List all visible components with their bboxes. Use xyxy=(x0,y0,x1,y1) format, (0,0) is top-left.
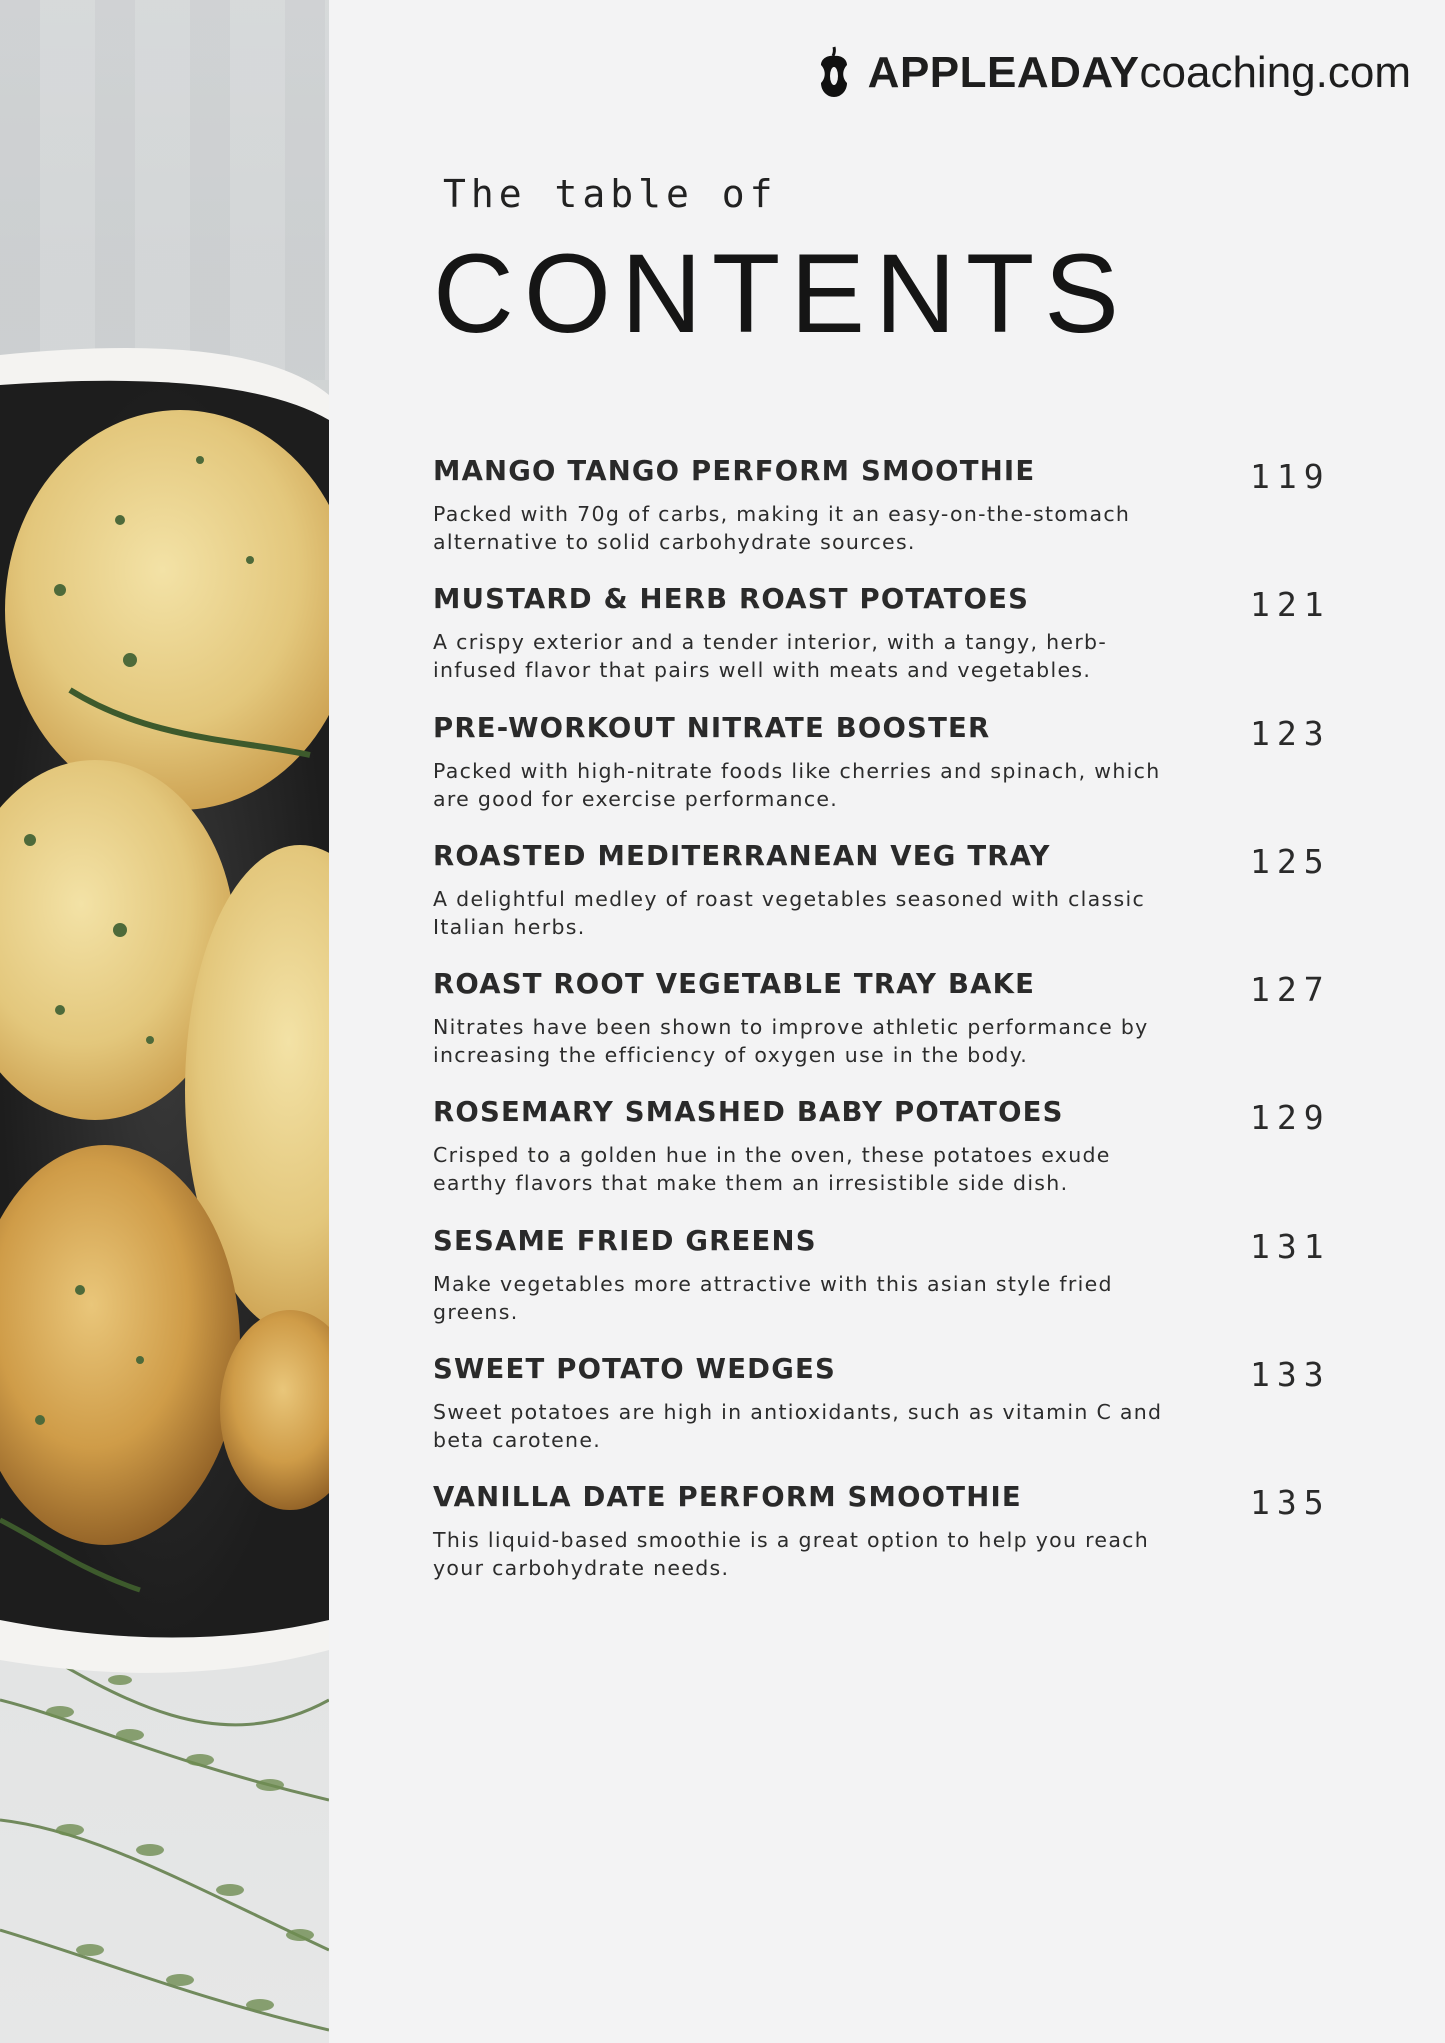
entry-title: SESAME FRIED GREENS xyxy=(433,1224,817,1257)
entry-description: Sweet potatoes are high in antioxidants, such as vitamin C and beta carotene. xyxy=(433,1400,1163,1453)
entry-page-number: 121 xyxy=(1250,585,1331,625)
toc-entry[interactable] xyxy=(433,710,1333,838)
entry-title: MUSTARD & HERB ROAST POTATOES xyxy=(433,583,1030,616)
entry-page-number: 127 xyxy=(1250,970,1331,1010)
entry-description: Packed with 70g of carbs, making it an easy-on-the-stomach alternative to solid carbohydrate sources. xyxy=(433,502,1131,554)
entry-title: MANGO TANGO PERFORM SMOOTHIE xyxy=(433,455,1036,487)
contents-list xyxy=(433,453,1333,1608)
entry-page-number: 131 xyxy=(1250,1226,1331,1266)
toc-entry[interactable] xyxy=(433,966,1333,1094)
entry-description: Nitrates have been shown to improve athletic performance by increasing the efficiency of oxygen use in the body. xyxy=(433,1015,1149,1068)
entry-title: VANILLA DATE PERFORM SMOOTHIE xyxy=(433,1481,1022,1514)
entry-description: Packed with high-nitrate foods like cherries and spinach, which are good for exercise performance. xyxy=(433,758,1161,811)
toc-entry[interactable] xyxy=(433,838,1333,966)
entry-page-number: 133 xyxy=(1250,1355,1331,1395)
roast-potatoes-photo xyxy=(0,0,329,2043)
entry-page-number: 129 xyxy=(1250,1098,1331,1138)
brand-name xyxy=(867,48,1411,97)
entry-page-number: 123 xyxy=(1250,713,1331,753)
entry-title: ROASTED MEDITERRANEAN VEG TRAY xyxy=(433,839,1051,872)
entry-page-number: 135 xyxy=(1250,1483,1331,1523)
entry-description: A delightful medley of roast vegetables seasoned with classic Italian herbs. xyxy=(433,886,1146,939)
toc-entry[interactable] xyxy=(433,1479,1333,1607)
toc-entry[interactable] xyxy=(433,1094,1333,1222)
entry-page-number: 119 xyxy=(1250,457,1331,496)
entry-title: ROAST ROOT VEGETABLE TRAY BAKE xyxy=(433,968,1036,1001)
toc-entry[interactable] xyxy=(433,453,1333,581)
toc-entry[interactable] xyxy=(433,1223,1333,1351)
entry-title: PRE-WORKOUT NITRATE BOOSTER xyxy=(433,711,991,744)
entry-title: ROSEMARY SMASHED BABY POTATOES xyxy=(433,1096,1064,1129)
entry-description: Make vegetables more attractive with this asian style fried greens. xyxy=(433,1271,1113,1324)
potato-bowl-illustration xyxy=(0,0,329,2043)
brand-name-rest: coaching.com xyxy=(1139,48,1411,97)
entry-page-number: 125 xyxy=(1250,841,1331,881)
toc-entry[interactable] xyxy=(433,1351,1333,1479)
entry-description: This liquid-based smoothie is a great option to help you reach your carbohydrate needs. xyxy=(433,1528,1150,1581)
apple-core-icon xyxy=(812,45,856,101)
entry-description: A crispy exterior and a tender interior, with a tangy, herb-infused flavor that pairs well with meats and vegetables. xyxy=(433,630,1108,683)
entry-description: Crisped to a golden hue in the oven, these potatoes exude earthy flavors that make them an irresistible side dish. xyxy=(433,1143,1111,1196)
page-subtitle: The table of xyxy=(443,172,778,216)
brand-name-bold: APPLEADAY xyxy=(867,48,1140,97)
entry-title: SWEET POTATO WEDGES xyxy=(433,1353,836,1386)
brand-header xyxy=(812,38,1411,108)
toc-entry[interactable] xyxy=(433,581,1333,709)
page-title: CONTENTS xyxy=(433,231,1129,356)
